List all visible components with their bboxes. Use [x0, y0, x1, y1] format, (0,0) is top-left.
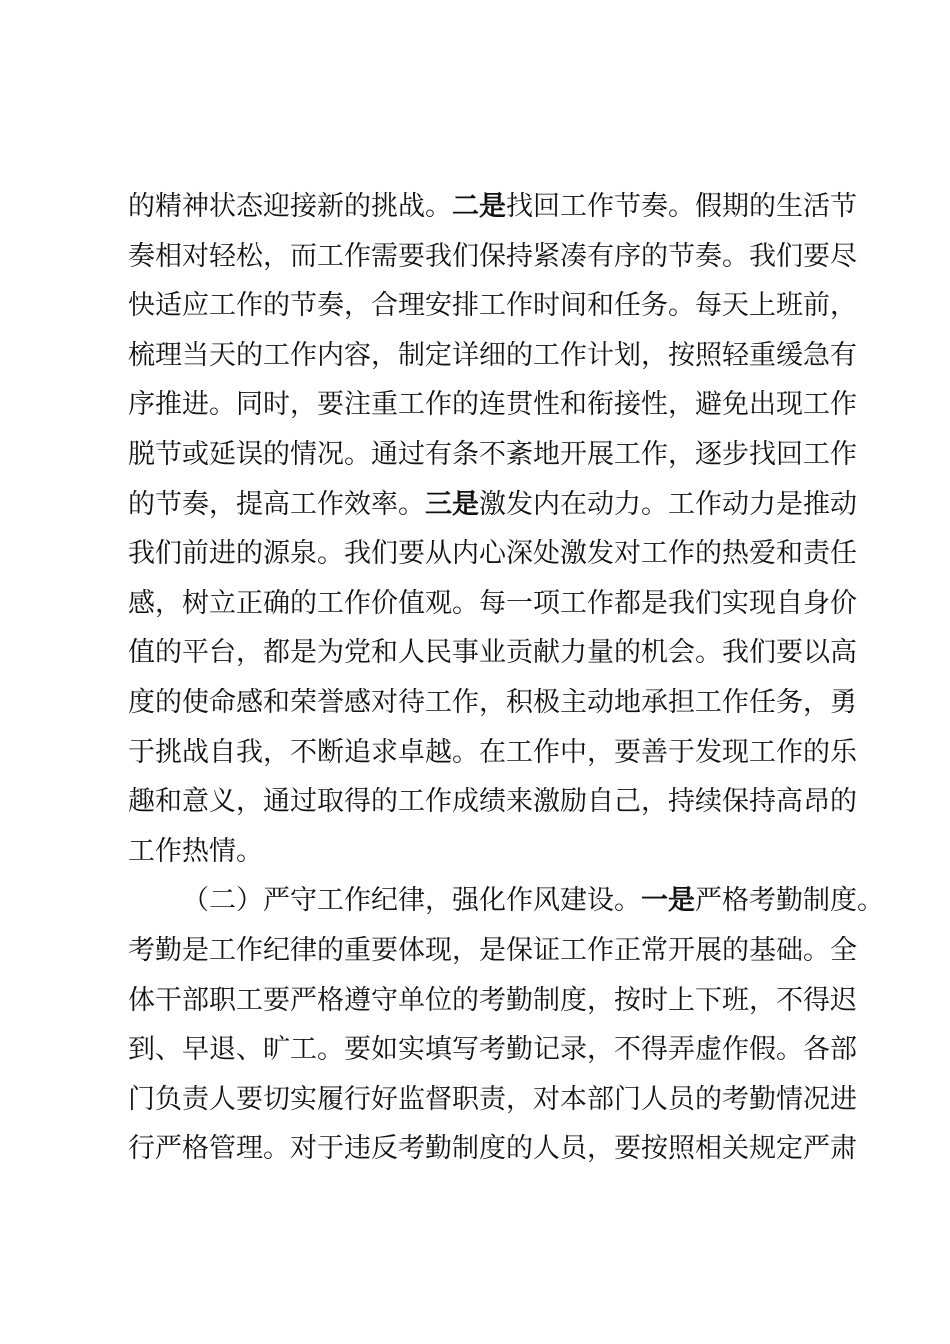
text-line-10: 值的平台，都是为党和人民事业贡献力量的机会。我们要以高	[128, 637, 857, 669]
text-line-6: 脱节或延误的情况。通过有条不紊地开展工作，逐步找回工作	[128, 438, 857, 470]
bold-marker-first: 一是	[641, 885, 695, 917]
text-line-14: 工作热情。	[128, 835, 263, 867]
bold-marker-second: 二是	[452, 191, 506, 222]
text-line-3: 快适应工作的节奏，合理安排工作时间和任务。每天上班前，	[128, 290, 857, 322]
text-line-16: 考勤是工作纪律的重要体现，是保证工作正常开展的基础。全	[128, 934, 857, 966]
text-line-19: 门负责人要切实履行好监督职责，对本部门人员的考勤情况进	[128, 1083, 857, 1115]
text-line-13: 趣和意义，通过取得的工作成绩来激励自己，持续保持高昂的	[128, 786, 857, 818]
section-heading-line: （二）严守工作纪律，强化作风建设。一是严格考勤制度。	[182, 885, 884, 917]
text-line-2: 奏相对轻松，而工作需要我们保持紧凑有序的节奏。我们要尽	[128, 240, 857, 272]
section-heading: （二）严守工作纪律，强化作风建设。	[182, 885, 641, 917]
text-line-11: 度的使命感和荣誉感对待工作，积极主动地承担工作任务，勇	[128, 686, 857, 718]
text-line-9: 感，树立正确的工作价值观。每一项工作都是我们实现自身价	[128, 587, 857, 619]
document-body	[128, 182, 884, 1174]
text-line-8: 我们前进的源泉。我们要从内心深处激发对工作的热爱和责任	[128, 538, 857, 570]
text-line-7: 的节奏，提高工作效率。三是激发内在动力。工作动力是推动	[128, 488, 857, 520]
text-line-20: 行严格管理。对于违反考勤制度的人员，要按照相关规定严肃	[128, 1133, 857, 1165]
text-line-18: 到、早退、旷工。要如实填写考勤记录，不得弄虚作假。各部	[128, 1034, 857, 1066]
bold-marker-third: 三是	[425, 488, 479, 520]
text-line-4: 梳理当天的工作内容，制定详细的工作计划，按照轻重缓急有	[128, 339, 857, 371]
text-line-5: 序推进。同时，要注重工作的连贯性和衔接性，避免出现工作	[128, 389, 857, 421]
text-line-1: 的精神状态迎接新的挑战。二是找回工作节奏。假期的生活节	[128, 191, 857, 222]
text-line-17: 体干部职工要严格遵守单位的考勤制度，按时上下班，不得迟	[128, 984, 857, 1016]
text-line-12: 于挑战自我，不断追求卓越。在工作中，要善于发现工作的乐	[128, 736, 857, 768]
